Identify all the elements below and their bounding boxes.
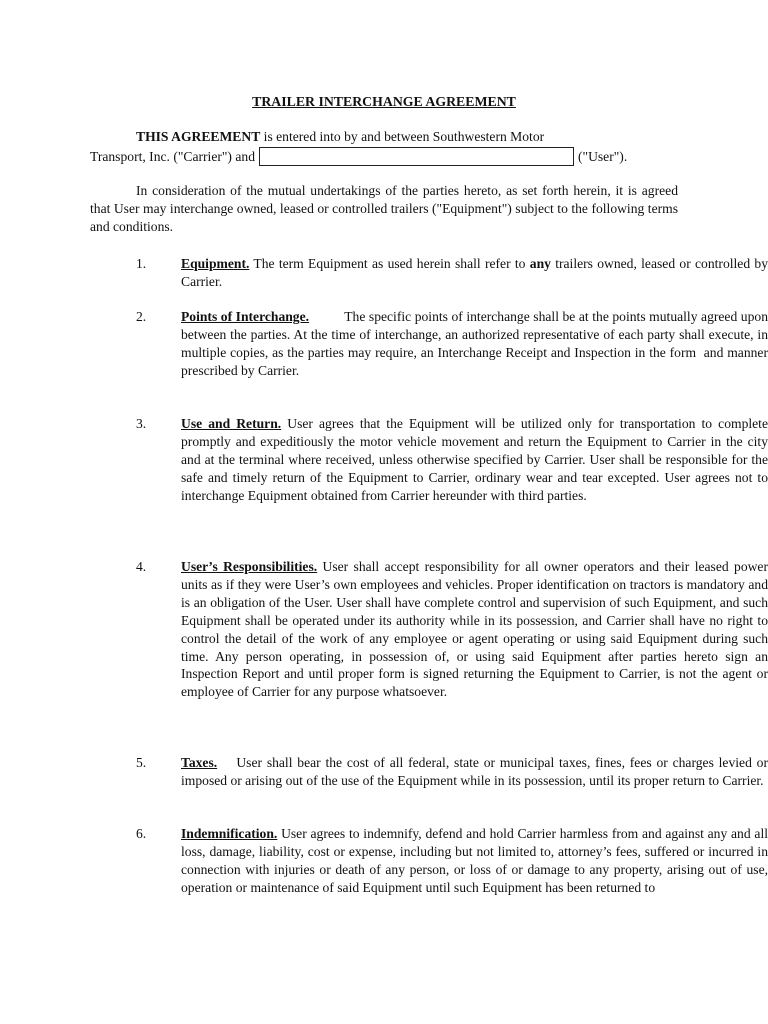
clause-emphasis: any bbox=[529, 256, 551, 271]
clause-number: 3. bbox=[136, 416, 147, 431]
clause-heading: Use and Return. bbox=[181, 416, 282, 431]
clause-text: The term Equipment as used herein shall refer to bbox=[249, 256, 530, 271]
clause-heading: Taxes. bbox=[181, 755, 218, 770]
clause-number: 6. bbox=[136, 826, 147, 841]
clause-text: The specific points of interchange shall be at the points mutually agreed upon between the parties. At the time of interchange, an authorized representative of each party shall execute, in multiple copies, as the parties may require, an Interchange Receipt and Inspection in the form and manner prescribed by Carrier. bbox=[181, 309, 768, 378]
clause-heading: User’s Responsibilities. bbox=[181, 559, 318, 574]
clause-number: 4. bbox=[136, 559, 147, 574]
clause-text: User shall accept responsibility for all owner operators and their leased power units as if they were User’s own employees and vehicles. Proper identification on tractors is mandatory and is an obligation of the User. User shall have complete control and supervision of such Equipment, and such Equipment shall be operated under its authority while in its possession, and Carrier shall have no right to control the detail of the work of any employee or agent operating or using said Equipment during such time. Any person operating, in possession of, or using said Equipment after parties hereto sign an Inspection Report and until proper form is signed returning the Equipment to Carrier, is not the agent or employee of Carrier for any purpose whatsoever. bbox=[181, 559, 768, 700]
clause-heading: Points of Interchange. bbox=[181, 309, 310, 324]
clause-body bbox=[181, 558, 768, 701]
clause-heading: Equipment. bbox=[181, 256, 250, 271]
clause-number: 2. bbox=[136, 309, 147, 324]
clause-body bbox=[181, 308, 768, 380]
consideration-paragraph: In consideration of the mutual undertakings of the parties hereto, as set forth herein, it is agreed that User may interchange owned, leased or controlled trailers ("Equipment") subject to the following terms and conditions. bbox=[90, 183, 678, 234]
intro-line-1-text: is entered into by and between Southwestern Motor bbox=[260, 129, 545, 144]
clause-body bbox=[181, 255, 768, 291]
clause-number: 1. bbox=[136, 256, 147, 271]
clause-heading: Indemnification. bbox=[181, 826, 278, 841]
clause-body bbox=[181, 825, 768, 897]
clause-text: User agrees that the Equipment will be utilized only for transportation to complete promptly and expeditiously the motor vehicle movement and return the Equipment to Carrier in the city and at the terminal where received, unless otherwise specified by Carrier. User shall be responsible for the safe and timely return of the Equipment to Carrier, ordinary wear and tear excepted. User agrees not to interchange Equipment obtained from Carrier hereunder with third parties. bbox=[181, 416, 768, 503]
clause-body bbox=[181, 754, 768, 790]
clause-text: User agrees to indemnify, defend and hold Carrier harmless from and against any and all loss, damage, liability, cost or expense, including but not limited to, attorney’s fees, suffered or incurred in connection with injuries or death of any person, or loss of or damage to any property, arising out of use, operation or maintenance of said Equipment until such Equipment has been returned to bbox=[181, 826, 768, 895]
user-name-field[interactable] bbox=[259, 147, 574, 166]
document-title: TRAILER INTERCHANGE AGREEMENT bbox=[252, 94, 516, 109]
intro-lead: THIS AGREEMENT bbox=[136, 129, 261, 144]
clause-text-end: trailers owned, leased or controlled by Carrier. bbox=[181, 256, 768, 289]
intro-line-2-end: ("User"). bbox=[578, 149, 628, 164]
clause-text: User shall bear the cost of all federal, state or municipal taxes, fines, fees or charges levied or imposed or arising out of the use of the Equipment while in its possession, until its proper return to Carrier. bbox=[181, 755, 768, 788]
intro-line-2-start: Transport, Inc. ("Carrier") and bbox=[90, 149, 255, 164]
clause-body bbox=[181, 415, 768, 505]
clause-number: 5. bbox=[136, 755, 147, 770]
intro-line-1 bbox=[136, 128, 544, 146]
intro-line-2 bbox=[90, 147, 627, 166]
